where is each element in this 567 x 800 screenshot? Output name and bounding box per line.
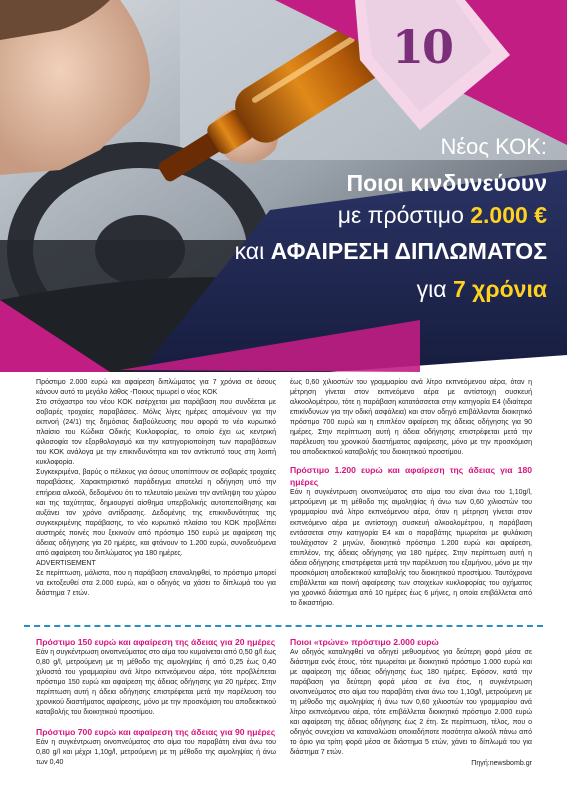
- source-credit: Πηγή:newsbomb.gr: [471, 759, 532, 767]
- article-paragraph: έως 0,60 χιλιοστών του γραμμαρίου ανά λίτρο εκπνεόμενου αέρα, όταν η μέτρηση γίνεται στον εκπνεόμενο αέρα με αντίστοιχη συσκευή αλκοολομέτρου, τότε η παράβαση κατατάσσεται στην κατηγορία Ε4 (ιδιαίτερα επικίνδυνων για την οδική ασφάλεια) και στον οδηγό επιβάλλονται διοικητικό πρόστιμο 700 ευρώ και η επιπλέον αφαίρεση της άδειας οδήγησης για 90 ημέρες. Στην περίπτωση αυτή η άδεια οδήγησης επιστρέφεται μετά την παρέλευση του χρονικού διαστήματος αφαίρεσης, μόνο με την προσκόμιση του αποδεικτικού καταβολής του διοικητικού προστίμου.: [290, 379, 532, 457]
- section-heading-700: Πρόστιμο 700 ευρώ και αφαίρεση της άδειας για 90 ημέρες: [36, 727, 276, 738]
- section-heading-1200: Πρόστιμο 1.200 ευρώ και αφαίρεση της άδειας για 180 ημέρες: [290, 465, 532, 488]
- headline-kicker: Νέος ΚΟΚ:: [440, 134, 547, 159]
- article-lead: Πρόστιμο 2.000 ευρώ και αφαίρεση διπλώματος για 7 χρόνια σε όσους κάνουν αυτό το μεγάλο λάθος -Ποιους τιμωρεί ο νέος ΚΟΚ: [36, 379, 276, 397]
- headline-duration-bold: 7 χρόνια: [452, 276, 547, 302]
- section-divider: [24, 625, 543, 627]
- section-text-150: Εάν η συγκέντρωση οινοπνεύματος στο αίμα του κυμαίνεται από 0,50 g/l έως 0,80 g/l, μετρούμενη με τη μέθοδο της αιμοληψίας ή από 0,25 έως 0,40 χιλιοστά του γραμμαρίου ανά λίτρο εκπνεόμενου αέρα, τότε προβλέπεται πρόστιμο 150 ευρώ και αφαίρεση της άδειας οδήγησης για 20 ημέρες. Στην περίπτωση αυτή η άδεια οδήγησης επιστρέφεται μετά την παρέλευση του χρονικού διαστήματος αφαίρεσης, μόνο με την προσκόμιση του αποδεικτικού καταβολής του διοικητικού προστίμου.: [36, 649, 276, 717]
- headline-license-prefix: και: [234, 238, 271, 264]
- lower-column-2: [290, 636, 532, 769]
- lower-column-1: [36, 636, 276, 768]
- section-heading-150: Πρόστιμο 150 ευρώ και αφαίρεση της άδειας για 20 ημέρες: [36, 637, 276, 647]
- article-column-1: [36, 378, 276, 599]
- page-number: 10: [392, 20, 453, 74]
- article-column-2: [290, 378, 532, 609]
- article-paragraph: Συγκεκριμένα, βαρύς ο πέλεκυς για όσους υποπίπτουν σε σοβαρές τροχαίες παραβάσεις. Χαρακτηριστικό παράδειγμα αποτελεί η οδήγηση υπό την επήρεια αλκοόλ, δεδομένου ότι το τελευταίο μειώνει την αντίληψη του χώρου και της ταχύτητας, δημιουργεί αίσθημα υπερβολικής αυτοπεποίθησης και αυξάνει τον χρόνο αντίδρασης. Δεδομένης της επικινδυνότητας της συγκεκριμένης παράβασης, το νέο κυρωτικό πλαίσιο του ΚΟΚ προβλέπει αυστηρές ποινές που ξεκινούν από πρόστιμο 150 ευρώ με αφαίρεση της άδειας οδήγησης για 20 ημέρες, και φτάνουν το 1.200 ευρώ, συνοδευόμενα από αφαίρεση του διπλώματος για 180 ημέρες.: [36, 469, 276, 557]
- article-paragraph: Στο στόχαστρο του νέου ΚΟΚ εισέρχεται μια παράβαση που συνδέεται με σοβαρές τροχαίες παραβάσεις. Μόλις λίγες ημέρες απομένουν για την εκπνοή (24/1) της δημόσιας διαβούλευσης που αφορά το νέο κυρωτικό πλαίσιο του Κώδικα Οδικής Κυκλοφορίας, το οποίο έχει ως κεντρική φιλοσοφία τον εξορθολογισμό και την κατηγοριοποίηση των παραβάσεων του ΚΟΚ ανάλογα με την επικινδυνότητα και τον αντίκτυπό τους στη λοιπή κυκλοφορία.: [36, 399, 276, 467]
- section-heading-2000: Ποιοι «τρώνε» πρόστιμο 2.000 ευρώ: [290, 637, 439, 647]
- headline-license-line: [187, 232, 547, 270]
- headline-duration-line: [187, 270, 547, 308]
- section-text-700: Εάν η συγκέντρωση οινοπνεύματος στο αίμα του παραβάτη είναι άνω του 0,80 g/l και μέχρι 1,10g/l, μετρούμενη με τη μέθοδο της αιμοληψίας ή άνω των 0,40: [36, 739, 276, 767]
- advertisement-label: ADVERTISEMENT: [36, 559, 96, 567]
- headline-duration-prefix: για: [416, 276, 453, 302]
- hero-banner: [0, 0, 567, 372]
- section-text-2000: Αν οδηγός καταληφθεί να οδηγεί μεθυσμένος για δεύτερη φορά μέσα σε διάστημα ενός έτους, τότε τιμωρείται με διοικητικό πρόστιμο 1.000 ευρώ και με αφαίρεση της άδειας οδήγησης έως 180 ημέρες. Εφόσον, κατά την παράβαση για δεύτερη φορά μέσα σε ένα έτος, η συγκέντρωση οινοπνεύματος στο αίμα του παραβάτη είναι άνω του 1,10g/l, μετρούμενη με τη μέθοδο της αιμοληψίας ή άνω των 0,60 χιλιοστών του γραμμαρίου ανά λίτρο εκπνεόμενου αέρα, τότε επιβάλλεται διοικητικό πρόστιμο 2.000 ευρώ και αφαίρεση της άδειας οδήγησης έως 2 έτη. Σε περίπτωση, τέλος, που ο οδηγός συνεχίσει να καταναλώσει οποιαδήποτε ποσότητα αλκοόλ πάνω από το όριο για τρίτη φορά μέσα σε διάστημα 5 ετών, χάνει το δίπλωμά του για διάστημα 7 ετών.: [290, 649, 532, 757]
- headline: [187, 132, 547, 308]
- headline-fine-prefix: με πρόστιμο: [337, 202, 471, 228]
- headline-license-bold: ΑΦΑΙΡΕΣΗ ΔΙΠΛΩΜΑΤΟΣ: [270, 238, 547, 264]
- headline-main: Ποιοι κινδυνεύουν: [346, 170, 547, 196]
- headline-fine-amount: 2.000 €: [470, 202, 547, 228]
- section-text-1200: Εάν η συγκέντρωση οινοπνεύματος στο αίμα του είναι άνω του 1,10g/l, μετρούμενη με τη μέθοδο της αιμοληψίας ή άνω των 0,60 χιλιοστών του γραμμαρίου ανά λίτρο εκπνεόμενου αέρα, όταν η μέτρηση γίνεται στον εκπνεόμενο αέρα με αντίστοιχη συσκευή αλκοολομέτρου, η παράβαση εντάσσεται στην κατηγορία Ε4 και ο παραβάτης τιμωρείται με φυλάκιση τουλάχιστον 2 μηνών, διοικητικό πρόστιμο 1.200 ευρώ και αφαίρεση, επιπλέον, της άδειας οδήγησης για 180 ημέρες. Στην περίπτωση αυτή η άδεια οδήγησης επιστρέφεται μετά την παρέλευση του εξαμήνου, μόνο με την προσκόμιση αποδεικτικού καταβολής του διοικητικού προστίμου. Ταυτόχρονα επιβάλλεται και ποινή αφαίρεσης των στοιχείων κυκλοφορίας του οχήματος για χρονικό διάστημα από 10 ημέρες έως 6 μήνες, η οποία επιβάλλεται από το δικαστήριο.: [290, 489, 532, 607]
- article-paragraph: Σε περίπτωση, μάλιστα, που η παράβαση επαναληφθεί, το πρόστιμο μπορεί να εκτοξευθεί στα 2.000 ευρώ, και ο οδηγός να χάσει το δίπλωμά του για διάστημα 7 ετών.: [36, 569, 276, 597]
- headline-fine-line: [187, 198, 547, 232]
